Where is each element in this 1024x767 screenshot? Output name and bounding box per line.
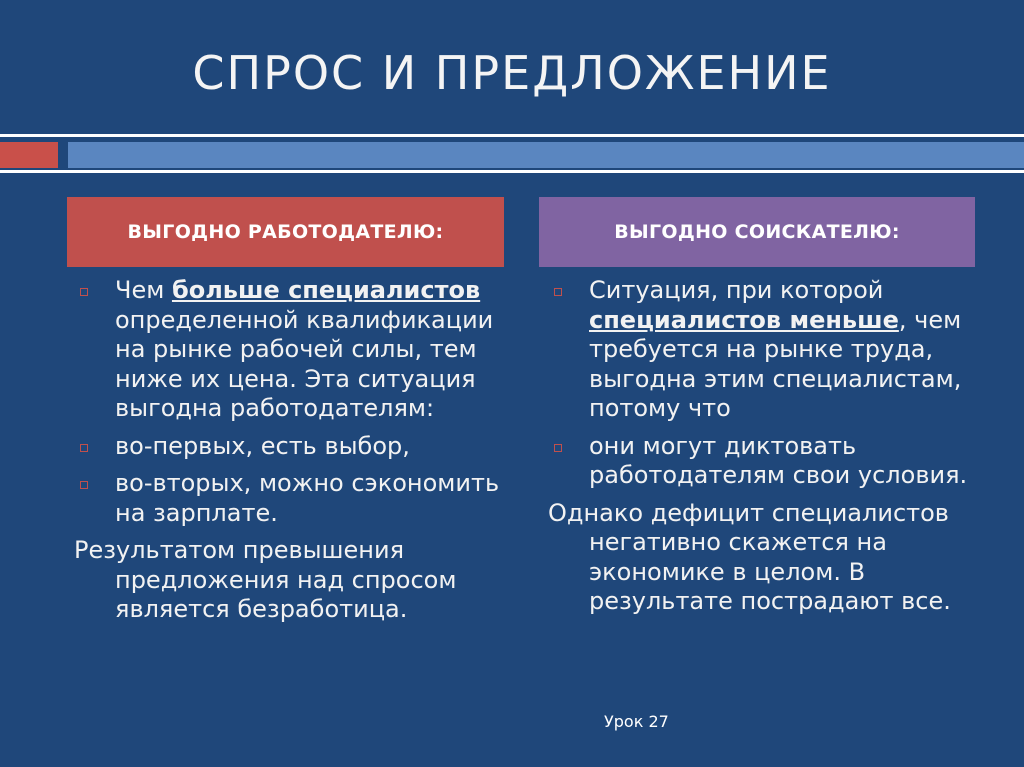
jobseeker-column xyxy=(548,276,988,617)
jobseeker-conclusion: Однако дефицит специалистов негативно скажется на экономике в целом. В результате пострадают все. xyxy=(548,498,951,615)
list-item xyxy=(548,276,988,424)
slide-title: СПРОС И ПРЕДЛОЖЕНИЕ xyxy=(192,46,832,100)
list-item xyxy=(74,276,514,424)
item-text-pre: Чем xyxy=(115,276,172,304)
square-bullet-icon xyxy=(80,444,88,452)
accent-bar-blue xyxy=(68,142,1024,168)
list-item xyxy=(548,432,988,491)
employer-conclusion: Результатом превышения предложения над спросом является безработица. xyxy=(74,536,457,623)
square-bullet-icon xyxy=(80,288,88,296)
item-text: они могут диктовать работодателям свои условия. xyxy=(589,431,968,489)
square-bullet-icon xyxy=(80,481,88,489)
employer-column xyxy=(74,276,514,625)
list-item xyxy=(74,432,514,462)
item-text-emphasis: специалистов меньше xyxy=(589,305,899,334)
square-bullet-icon xyxy=(554,288,562,296)
item-text: во-вторых, можно сэкономить на зарплате. xyxy=(115,469,500,527)
accent-bar-red xyxy=(0,142,58,168)
item-text-emphasis: больше специалистов xyxy=(171,276,481,304)
lesson-number: Урок 27 xyxy=(604,712,669,731)
item-text: во-первых, есть выбор, xyxy=(115,431,410,460)
item-text-post: определенной квалификации на рынке рабочей силы, тем ниже их цена. Эта ситуация выгодна работодателям: xyxy=(115,305,494,422)
item-text-pre: Ситуация, при которой xyxy=(589,276,884,304)
list-item xyxy=(74,469,514,528)
jobseeker-header: ВЫГОДНО СОИСКАТЕЛЮ: xyxy=(539,197,975,267)
item-text-post: , чем требуется на рынке труда, выгодна этим специалистам, потому что xyxy=(589,305,962,422)
employer-header: ВЫГОДНО РАБОТОДАТЕЛЮ: xyxy=(67,197,504,267)
title-divider-top xyxy=(0,134,1024,137)
square-bullet-icon xyxy=(554,444,562,452)
title-divider-bottom xyxy=(0,170,1024,173)
